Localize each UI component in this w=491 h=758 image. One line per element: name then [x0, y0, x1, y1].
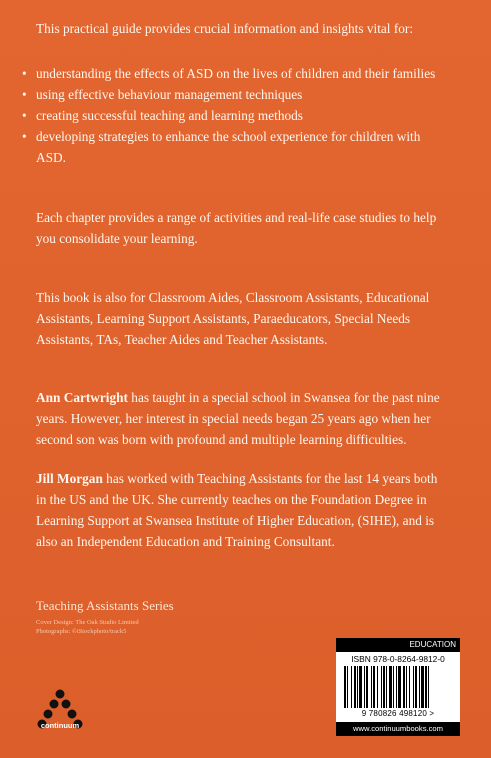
intro-text: This practical guide provides crucial information and insights vital for:: [36, 21, 414, 36]
publisher-name: continuum: [40, 721, 80, 730]
list-item: • understanding the effects of ASD on the lives of children and their families: [22, 63, 442, 84]
cover-credits: [36, 618, 139, 636]
author-name: Ann Cartwright: [36, 390, 128, 405]
audience-description: This book is also for Classroom Aides, Classroom Assistants, Educational Assistants, Learning Support Assistants, Paraeducators, Special Needs Assistants, TAs, Teacher Aides and Teacher Assistants.: [36, 290, 430, 347]
continuum-logo-icon: [36, 680, 84, 740]
barcode-panel: [336, 638, 460, 736]
chapter-description: Each chapter provides a range of activities and real-life case studies to help you consolidate your learning.: [36, 210, 437, 246]
category-tag: EDUCATION: [336, 638, 460, 652]
design-credit: Cover Design: The Oak Studio Limited: [36, 619, 139, 626]
author-name: Jill Morgan: [36, 471, 103, 486]
bullet-icon: •: [22, 108, 27, 123]
author-bio: [36, 468, 446, 552]
publisher-url: www.continuumbooks.com: [336, 722, 460, 736]
bullet-icon: •: [22, 66, 27, 81]
author-bio: [36, 387, 446, 450]
series-name: Teaching Assistants Series: [36, 598, 174, 613]
barcode-digits: 9 780826 498120 >: [361, 709, 435, 718]
list-item: • developing strategies to enhance the school experience for children with ASD.: [22, 126, 442, 168]
list-item: • creating successful teaching and learning methods: [22, 105, 442, 126]
author-bio-text: has taught in a special school in Swansea for the past nine years. However, her interest in special needs began 25 years ago when her second son was born with profound and multiple learning difficulties.: [36, 390, 440, 447]
benefit-list: [22, 63, 442, 168]
list-item: • using effective behaviour management techniques: [22, 84, 442, 105]
bullet-icon: •: [22, 87, 27, 102]
isbn-text: ISBN 978-0-8264-9812-0: [351, 654, 445, 664]
author-bio-text: has worked with Teaching Assistants for the last 14 years both in the US and the UK. She currently teaches on the Foundation Degree in Learning Support at Swansea Institute of Higher Education, (SIHE), and is also an Independent Education and Training Consultant.: [36, 471, 438, 549]
bullet-icon: •: [22, 129, 27, 144]
photo-credit: Photographs: ©iStockphoto/track5: [36, 628, 127, 635]
barcode-icon: [344, 666, 456, 708]
